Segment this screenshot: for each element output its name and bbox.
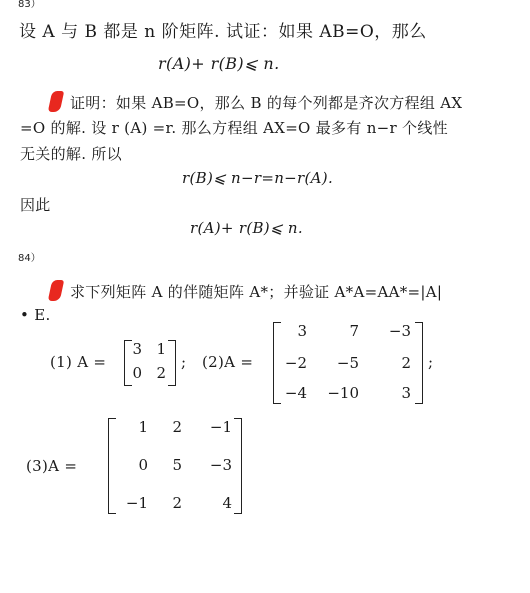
page-label-84: 84）	[18, 253, 41, 264]
problem-84-line-2: • E.	[20, 306, 51, 324]
page-label-83: 83）	[18, 0, 41, 10]
matrix-1-right-bracket	[168, 340, 176, 386]
therefore-label: 因此	[20, 196, 51, 214]
matrix-3-cell: 2	[172, 494, 182, 512]
separator-1: ;	[181, 353, 187, 371]
matrix-3-cell: 2	[172, 418, 182, 436]
matrix-3-cell: −3	[209, 456, 232, 474]
matrix-3-cell: 1	[138, 418, 148, 436]
proof-formula-3: r(A)+ r(B)⩽ n.	[190, 219, 303, 237]
matrix-2-cell: −3	[388, 322, 411, 340]
proof-line-1: 证明：如果 AB=O，那么 B 的每个列都是齐次方程组 AX	[70, 94, 463, 112]
proof-line-3: 无关的解. 所以	[20, 145, 122, 163]
problem-83-statement: 设 A 与 B 都是 n 阶矩阵. 试证：如果 AB=O，那么	[19, 22, 427, 42]
matrix-2-cell: −4	[284, 384, 307, 402]
matrix-2-cell: −2	[284, 354, 307, 372]
matrix-2-left-bracket	[273, 322, 281, 404]
matrix-3-cell: −1	[209, 418, 232, 436]
item-3-label: (3)A =	[26, 457, 78, 475]
matrix-2-cell: −5	[336, 354, 359, 372]
problem-84-line-1: 求下列矩阵 A 的伴随矩阵 A*；并验证 A*A=AA*=|A|	[70, 283, 443, 301]
proof-line-2: =O 的解. 设 r (A) =r. 那么方程组 AX=O 最多有 n−r 个线性	[20, 119, 448, 137]
separator-2: ;	[428, 353, 434, 371]
item-2-label: (2)A =	[202, 353, 254, 371]
matrix-1	[124, 340, 176, 386]
matrix-1-cell: 1	[156, 340, 166, 358]
red-marker-icon	[48, 91, 64, 112]
matrix-1-cell: 3	[132, 340, 142, 358]
matrix-1-cell: 2	[156, 364, 166, 382]
problem-83-formula: r(A)+ r(B)⩽ n.	[158, 54, 280, 73]
matrix-1-cell: 0	[132, 364, 142, 382]
matrix-2-cell: 3	[401, 384, 411, 402]
matrix-3-cell: 4	[222, 494, 232, 512]
matrix-3-right-bracket	[234, 418, 242, 514]
matrix-3-cell: 0	[138, 456, 148, 474]
matrix-2-cell: 3	[297, 322, 307, 340]
item-1-label: (1) A =	[50, 353, 107, 371]
matrix-3	[108, 418, 242, 514]
matrix-2-cell: 2	[401, 354, 411, 372]
matrix-3-cell: 5	[172, 456, 182, 474]
matrix-2	[273, 322, 423, 404]
matrix-3-cell: −1	[125, 494, 148, 512]
matrix-2-right-bracket	[415, 322, 423, 404]
proof-formula-2: r(B)⩽ n−r=n−r(A).	[182, 169, 334, 187]
matrix-2-cell: 7	[349, 322, 359, 340]
matrix-2-cell: −10	[327, 384, 359, 402]
red-marker-icon	[48, 280, 64, 301]
matrix-3-left-bracket	[108, 418, 116, 514]
